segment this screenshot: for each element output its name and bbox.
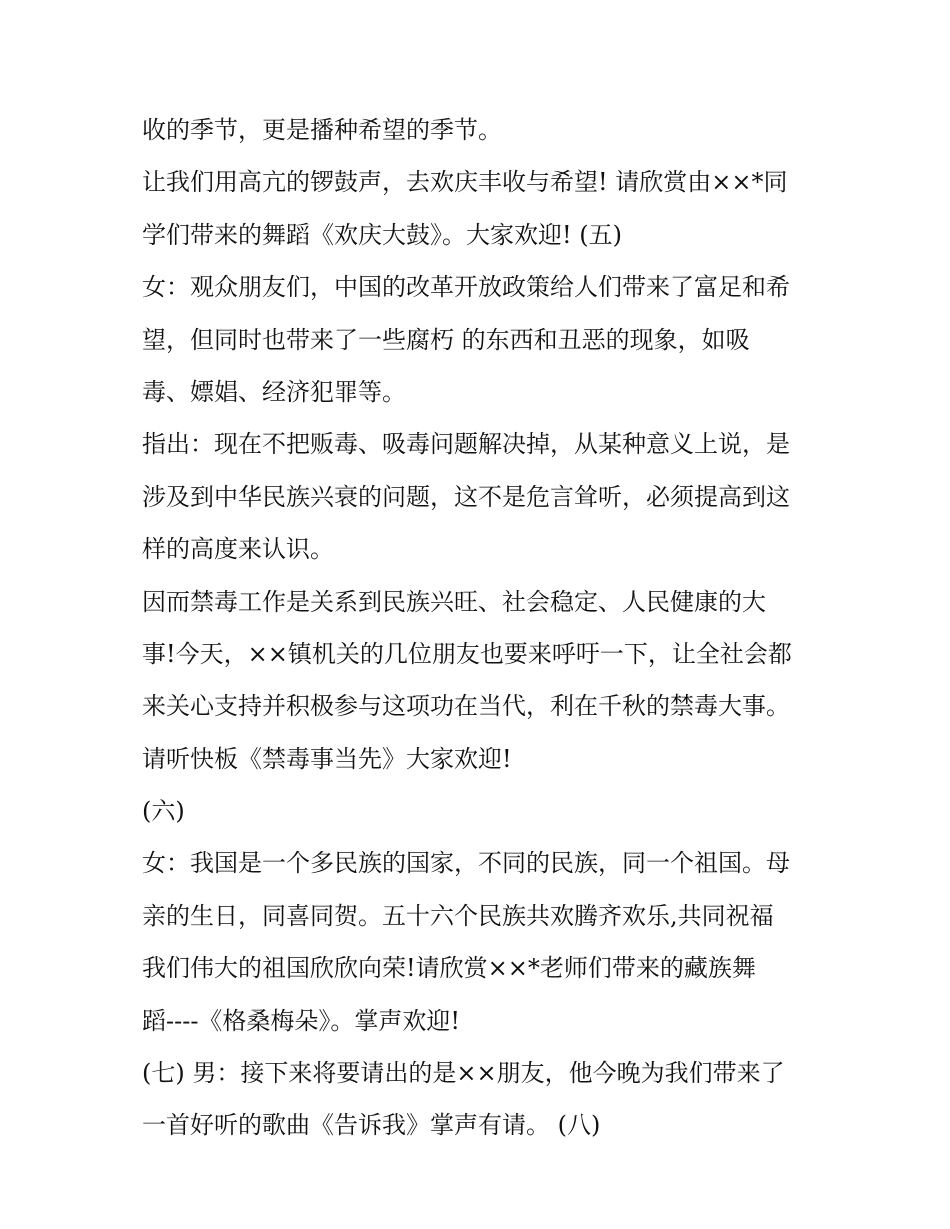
text-line: 女：我国是一个多民族的国家，不同的民族，同一个祖国。母 xyxy=(142,849,790,878)
text-line: 让我们用高亢的锣鼓声，去欢庆丰收与希望! 请欣赏由××*同 xyxy=(142,168,788,197)
text-line: 一首好听的歌曲《告诉我》掌声有请。 (八) xyxy=(142,1111,601,1140)
text-line: 请听快板《禁毒事当先》大家欢迎! xyxy=(142,744,512,773)
text-line: 因而禁毒工作是关系到民族兴旺、社会稳定、人民健康的大 xyxy=(142,587,766,616)
text-line: 事!今天，××镇机关的几位朋友也要来呼吁一下，让全社会都 xyxy=(142,639,792,668)
text-line: 学们带来的舞蹈《欢庆大鼓》。大家欢迎! (五) xyxy=(142,220,622,249)
text-line: 我们伟大的祖国欣欣向荣!请欣赏××*老师们带来的藏族舞 xyxy=(142,954,756,983)
text-line: 收的季节，更是播种希望的季节。 xyxy=(142,116,502,144)
text-line: 来关心支持并积极参与这项功在当代，利在千秋的禁毒大事。 xyxy=(142,692,790,721)
text-line: 样的高度来认识。 xyxy=(142,535,334,564)
text-line: (六) xyxy=(142,797,185,826)
text-line: 指出：现在不把贩毒、吸毒问题解决掉，从某种意义上说，是 xyxy=(142,430,790,459)
text-line: 望，但同时也带来了一些腐朽 的东西和丑恶的现象，如吸 xyxy=(142,325,750,354)
text-line: 涉及到中华民族兴衰的问题，这不是危言耸听，必须提高到这 xyxy=(142,482,790,511)
text-line: (七) 男：接下来将要请出的是××朋友，他今晚为我们带来了 xyxy=(142,1059,785,1088)
text-line: 亲的生日，同喜同贺。五十六个民族共欢腾齐欢乐,共同祝福 xyxy=(142,901,774,930)
document-body xyxy=(142,104,832,1152)
text-line: 毒、嫖娼、经济犯罪等。 xyxy=(142,377,406,406)
text-line: 女：观众朋友们，中国的改革开放政策给人们带来了富足和希 xyxy=(142,273,790,302)
text-line: 蹈----《格桑梅朵》。掌声欢迎! xyxy=(142,1006,461,1035)
